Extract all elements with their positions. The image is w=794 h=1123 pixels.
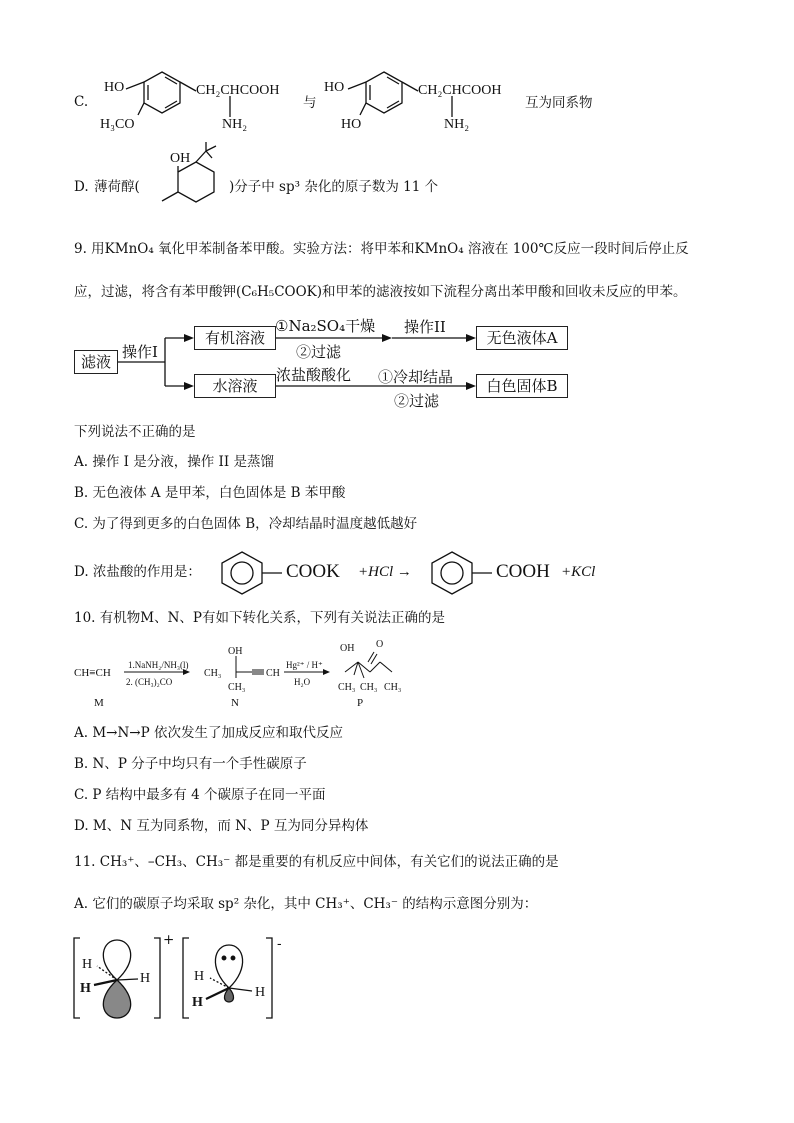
arrow-head: [184, 334, 194, 342]
flow-step-label: ①冷却结晶: [378, 368, 454, 386]
hydrogen-atom: H: [82, 957, 93, 972]
option-text: 互为同系物: [525, 95, 593, 111]
flow-step-label: 浓盐酸酸化: [276, 366, 352, 384]
molecule-m: CH≡CH: [74, 667, 111, 679]
hydrogen-atom: H: [192, 995, 203, 1010]
option-label: C.: [74, 94, 89, 110]
option-c: C. 为了得到更多的白色固体 B，冷却结晶时温度越低越好: [74, 516, 418, 532]
arrow-head: [323, 669, 330, 675]
reaction-condition: H₂O: [294, 677, 311, 687]
option-text: 薄荷醇(: [94, 179, 140, 195]
option-text: )分子中 sp³ 杂化的原子数为 11 个: [229, 179, 439, 195]
carbonyl-oxygen: O: [376, 639, 384, 650]
product-text: +KCl: [561, 564, 596, 580]
methyl-group: CH₃: [228, 682, 246, 693]
benzene-cook: [222, 552, 282, 594]
option-d-label: D. 浓盐酸的作用是：: [74, 564, 201, 580]
carboxylate-group: COOK: [286, 561, 340, 582]
flow-step-label: ②过滤: [296, 343, 342, 361]
arrow-head: [184, 382, 194, 390]
reaction-condition: Hg²⁺ / H⁺: [286, 660, 323, 670]
charge-minus: -: [277, 936, 282, 952]
arrow-head: [466, 334, 476, 342]
reaction-condition: 2. (CH₃)₂CO: [126, 677, 173, 687]
amino-group: NH₂: [222, 117, 248, 132]
flow-box-liquid-a: 无色液体A: [476, 326, 568, 350]
option-b: B. 无色液体 A 是甲苯，白色固体是 B 苯甲酸: [74, 485, 346, 501]
flow-box-solid-b: 白色固体B: [476, 374, 568, 398]
label-n: N: [231, 697, 239, 709]
methoxy-group: H₃CO: [100, 117, 135, 132]
hydroxy-group: HO: [324, 80, 345, 95]
benzene-cooh: [432, 552, 492, 594]
hydrogen-atom: H: [255, 985, 266, 1000]
flow-box-aqueous: 水溶液: [194, 374, 276, 398]
methine-group: CH: [266, 668, 280, 679]
hydroxy-group: HO: [341, 117, 362, 132]
carboxyl-group: COOH: [496, 561, 550, 582]
hydroxy-group: OH: [340, 643, 355, 654]
option-a: A. M→N→P 依次发生了加成反应和取代反应: [74, 725, 343, 741]
option-label: D.: [74, 179, 89, 195]
hydroxy-group: HO: [104, 80, 125, 95]
side-chain: CH₂CHCOOH: [196, 83, 280, 98]
hydrogen-atom: H: [140, 971, 151, 986]
question-stem: 9. 用KMnO₄ 氧化甲苯制备苯甲酸。实验方法：将甲苯和KMnO₄ 溶液在 100℃反应一段时间后停止反: [74, 241, 689, 257]
methyl-group: CH₃: [360, 682, 378, 693]
arrow-head: [382, 334, 392, 342]
flow-step-label: 操作II: [404, 318, 446, 336]
flow-step-label: ②过滤: [394, 392, 440, 410]
flow-step-label: 操作I: [122, 343, 158, 361]
reagent-text: +HCl →: [358, 564, 412, 580]
hydrogen-atom: H: [194, 969, 205, 984]
arrow-head: [466, 382, 476, 390]
flow-step-label: ①Na₂SO₄干燥: [275, 317, 376, 335]
option-b: B. N、P 分子中均只有一个手性碳原子: [74, 756, 307, 772]
option-a: A. 操作 I 是分液，操作 II 是蒸馏: [74, 454, 274, 470]
methyl-group: CH₃: [338, 682, 356, 693]
connector-text: 与: [303, 95, 317, 111]
flow-box-filtrate: 滤液: [74, 350, 118, 374]
hydrogen-atom: H: [80, 981, 91, 996]
reaction-condition: 1.NaNH₂/NH₃(l): [128, 660, 189, 670]
question-stem: 11. CH₃⁺、–CH₃、CH₃⁻ 都是重要的有机反应中间体，有关它们的说法正确的是: [74, 854, 559, 870]
question-stem: 10. 有机物M、N、P有如下转化关系，下列有关说法正确的是: [74, 610, 445, 626]
option-c: C. P 结构中最多有 4 个碳原子在同一平面: [74, 787, 326, 803]
question-stem: 下列说法不正确的是: [74, 424, 196, 440]
option-d: D. M、N 互为同系物，而 N、P 互为同分异构体: [74, 818, 369, 834]
methyl-group: CH₃: [384, 682, 402, 693]
amino-group: NH₂: [444, 117, 470, 132]
option-a: A. 它们的碳原子均采取 sp² 杂化，其中 CH₃⁺、CH₃⁻ 的结构示意图分别为：: [74, 896, 538, 912]
hydroxy-group: OH: [228, 646, 243, 657]
label-p: P: [357, 697, 364, 709]
charge-plus: +: [163, 932, 175, 948]
methyl-group: CH₃: [204, 668, 222, 679]
label-m: M: [94, 697, 104, 709]
flow-box-organic: 有机溶液: [194, 326, 276, 350]
question-stem: 应，过滤，将含有苯甲酸钾(C₆H₅COOK)和甲苯的滤液按如下流程分离出苯甲酸和回收未反应的甲苯。: [74, 284, 687, 300]
side-chain: CH₂CHCOOH: [418, 83, 502, 98]
hydroxy-group: OH: [170, 151, 191, 166]
